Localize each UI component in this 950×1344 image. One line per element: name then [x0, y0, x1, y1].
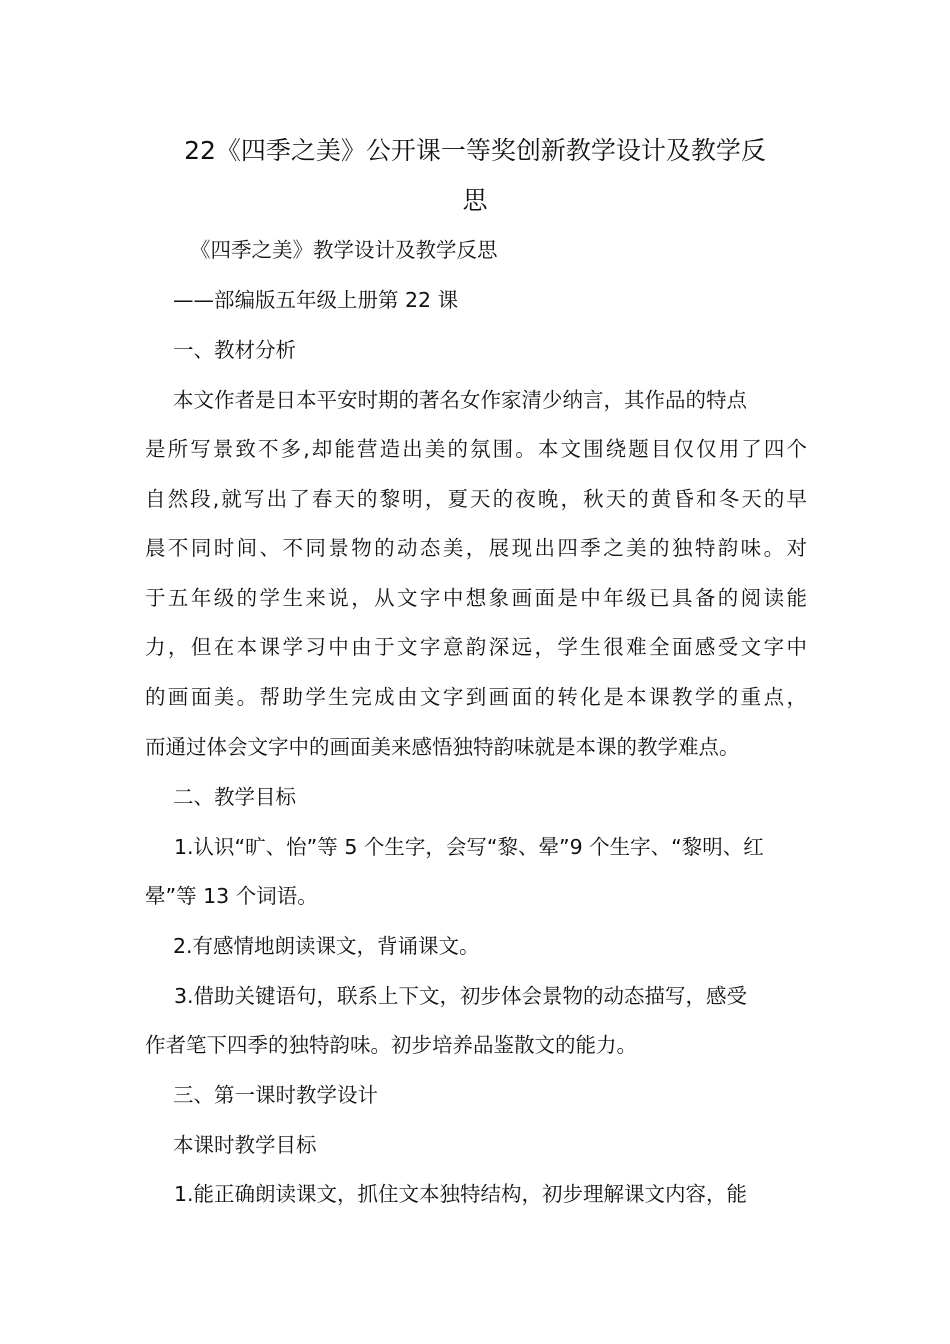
section-heading-teaching-goals: 二、教学目标 [173, 785, 296, 809]
paragraph-line: 力，但在本课学习中由于文字意韵深远，学生很难全面感受文字中 [145, 635, 807, 659]
goal-item-1-line-1: 1.认识“旷、怡”等 5 个生字，会写“黎、晕”9 个生字、“黎明、红 [174, 835, 764, 859]
section-heading-first-lesson: 三、第一课时教学设计 [173, 1083, 378, 1107]
document-title-line-2: 思 [462, 186, 488, 215]
document-title-line-1: 22《四季之美》公开课一等奖创新教学设计及教学反 [184, 136, 766, 165]
goal-item-2: 2.有感情地朗读课文，背诵课文。 [173, 934, 480, 958]
paragraph-line: 自然段,就写出了春天的黎明，夏天的夜晚，秋天的黄昏和冬天的早 [145, 487, 807, 511]
goal-item-3-line-1: 3.借助关键语句，联系上下文，初步体会景物的动态描写，感受 [174, 984, 748, 1008]
goal-item-1-line-2: 晕”等 13 个词语。 [145, 884, 318, 908]
lesson-goal-item-1-line-1: 1.能正确朗读课文，抓住文本独特结构，初步理解课文内容，能 [174, 1182, 748, 1206]
goal-item-3-line-2: 作者笔下四季的独特韵味。初步培养品鉴散文的能力。 [145, 1033, 637, 1057]
paragraph-line: 的画面美。帮助学生完成由文字到画面的转化是本课教学的重点， [145, 685, 807, 709]
paragraph-line: 而通过体会文字中的画面美来感悟独特韵味就是本课的教学难点。 [145, 735, 740, 759]
paragraph-line: 是所写景致不多,却能营造出美的氛围。本文围绕题目仅仅用了四个 [145, 437, 807, 461]
paragraph-line: 晨不同时间、不同景物的动态美，展现出四季之美的独特韵味。对 [145, 536, 807, 560]
lesson-goal-heading: 本课时教学目标 [173, 1133, 317, 1157]
document-source: ——部编版五年级上册第 22 课 [173, 288, 459, 312]
paragraph-line: 于五年级的学生来说，从文字中想象画面是中年级已具备的阅读能 [145, 586, 807, 610]
section-heading-textbook-analysis: 一、教材分析 [173, 338, 296, 362]
document-subtitle: 《四季之美》教学设计及教学反思 [190, 238, 498, 262]
paragraph-line: 本文作者是日本平安时期的著名女作家清少纳言，其作品的特点 [173, 388, 747, 412]
